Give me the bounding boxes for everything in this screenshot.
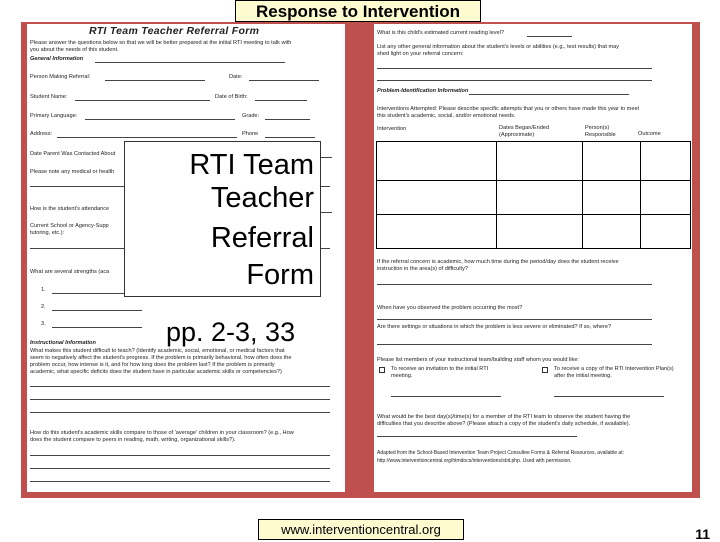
intro-line-1: Please answer the questions below so that we will be better prepared at the initial RTI meeting to talk with bbox=[30, 40, 292, 46]
copy-checkbox[interactable] bbox=[542, 367, 548, 373]
difficult-question-4: academic, what specific deficits does the student have in particular academic skills or competencies?) bbox=[30, 369, 282, 375]
person-making-label: Person Making Referral: bbox=[30, 74, 91, 80]
academic-question-2: instruction in the area(s) of difficulty? bbox=[377, 266, 468, 272]
observe-question-2: difficulties that you describe above? (Please attach a copy of the student's daily schedule, if available). bbox=[377, 421, 631, 427]
copy-option-2: after the initial meeting. bbox=[554, 373, 612, 379]
compare-question-1: How do this student's academic skills compare to those of 'average' children in your classroom? (e.g., How bbox=[30, 430, 294, 436]
overlay-line-1: RTI Team bbox=[189, 149, 314, 181]
interventions-1: Interventions Attempted: Please describe specific attempts that you or others have made this year to meet bbox=[377, 106, 640, 112]
col-outcome: Outcome bbox=[638, 131, 661, 137]
col-dates-2: (Approximate) bbox=[499, 132, 535, 138]
reading-level-question: What is this child's estimated current reading level? bbox=[377, 30, 504, 36]
date-label: Date: bbox=[229, 74, 243, 80]
instructional-info-heading: Instructional Information bbox=[30, 340, 96, 346]
phone-label: Phone bbox=[242, 131, 259, 137]
copy-option-1: To receive a copy of the RTI Intervention Plan(s) bbox=[554, 366, 674, 372]
overlay-line-2: Teacher bbox=[210, 182, 314, 214]
col-intervention: Intervention bbox=[377, 126, 407, 132]
compare-question-2: does the student compare to peers in reading, math, writing, organizational skills?). bbox=[30, 437, 236, 443]
overlay-line-4: Form bbox=[246, 259, 314, 291]
address-label: Address: bbox=[30, 131, 53, 137]
footer-url[interactable]: www.interventioncentral.org bbox=[258, 519, 464, 540]
invite-option-2: meeting. bbox=[391, 373, 413, 379]
dob-label: Date of Birth: bbox=[215, 94, 248, 100]
strength-item-2: 2. bbox=[41, 304, 46, 310]
problem-id-heading: Problem-Identification Information bbox=[377, 88, 469, 94]
difficult-question-3: problem occur, how intense is it, and for how long does the problem last? If the problem is primarily bbox=[30, 362, 275, 368]
page-reference: pp. 2-3, 33 bbox=[166, 317, 296, 347]
invite-option-1: To receive an invitation to the initial RTI bbox=[391, 366, 489, 372]
col-dates-1: Dates Began/Ended bbox=[499, 125, 550, 131]
slide-title: Response to Intervention bbox=[235, 0, 481, 22]
invite-checkbox[interactable] bbox=[379, 367, 385, 373]
overlay-caption-box bbox=[124, 141, 321, 297]
intro-line-2: you about the needs of this student. bbox=[30, 47, 119, 53]
strength-item-1: 1. bbox=[41, 287, 46, 293]
attendance-label: How is the student's attendance bbox=[30, 206, 110, 212]
current-school-label-2: tutoring, etc.): bbox=[30, 230, 65, 236]
strength-item-3: 3. bbox=[41, 321, 46, 327]
team-question: Please list members of your instructional team/building staff whom you would like: bbox=[377, 357, 579, 363]
language-label: Primary Language: bbox=[30, 113, 78, 119]
right-form-page bbox=[374, 24, 692, 492]
settings-question: Are there settings or situations in which the problem is less severe or eliminated? If so, where? bbox=[377, 324, 612, 330]
grade-label: Grade: bbox=[242, 113, 260, 119]
general-info-heading: General Information bbox=[30, 56, 84, 62]
student-name-label: Student Name: bbox=[30, 94, 68, 100]
credit-line-2: http://www.interventioncentral.org/htmdocs/interventions/sbit.php. Used with permission. bbox=[377, 458, 572, 464]
observed-question: When have you observed the problem occurring the most? bbox=[377, 305, 523, 311]
strengths-label: What are several strengths (aca bbox=[30, 269, 110, 275]
interventions-2: this student's academic, social, and/or emotional needs. bbox=[377, 113, 516, 119]
credit-line-1: Adapted from the School-Based Intervention Team Project Consultee Forms & Referral Resources, available at: bbox=[377, 450, 624, 456]
medical-label: Please note any medical or health bbox=[30, 169, 115, 175]
col-persons-2: Responsible bbox=[585, 132, 616, 138]
observe-question-1: What would be the best day(s)/time(s) for a member of the RTI team to observe the student having the bbox=[377, 414, 631, 420]
current-school-label: Current School or Agency-Supp bbox=[30, 223, 109, 229]
parent-contacted-label: Date Parent Was Contacted About bbox=[30, 151, 116, 157]
overlay-line-3: Referral bbox=[210, 222, 314, 254]
difficult-question-1: What makes this student difficult to teach? (Identify academic, social, emotional, or medical factors that bbox=[30, 348, 285, 354]
form-title: RTI Team Teacher Referral Form bbox=[89, 25, 260, 37]
intervention-table bbox=[376, 141, 691, 249]
slide-number: 11 bbox=[695, 526, 710, 542]
other-info-2: shed light on your referral concern: bbox=[377, 51, 464, 57]
academic-question-1: If the referral concern is academic, how much time during the period/day does the student receive bbox=[377, 259, 619, 265]
other-info-1: List any other general information about the student's levels or abilities (e.g., test results) that may bbox=[377, 44, 620, 50]
difficult-question-2: seem to negatively affect the student's progress. If the problem is primarily behavioral, how often does the bbox=[30, 355, 292, 361]
col-persons-1: Person(s) bbox=[585, 125, 610, 131]
